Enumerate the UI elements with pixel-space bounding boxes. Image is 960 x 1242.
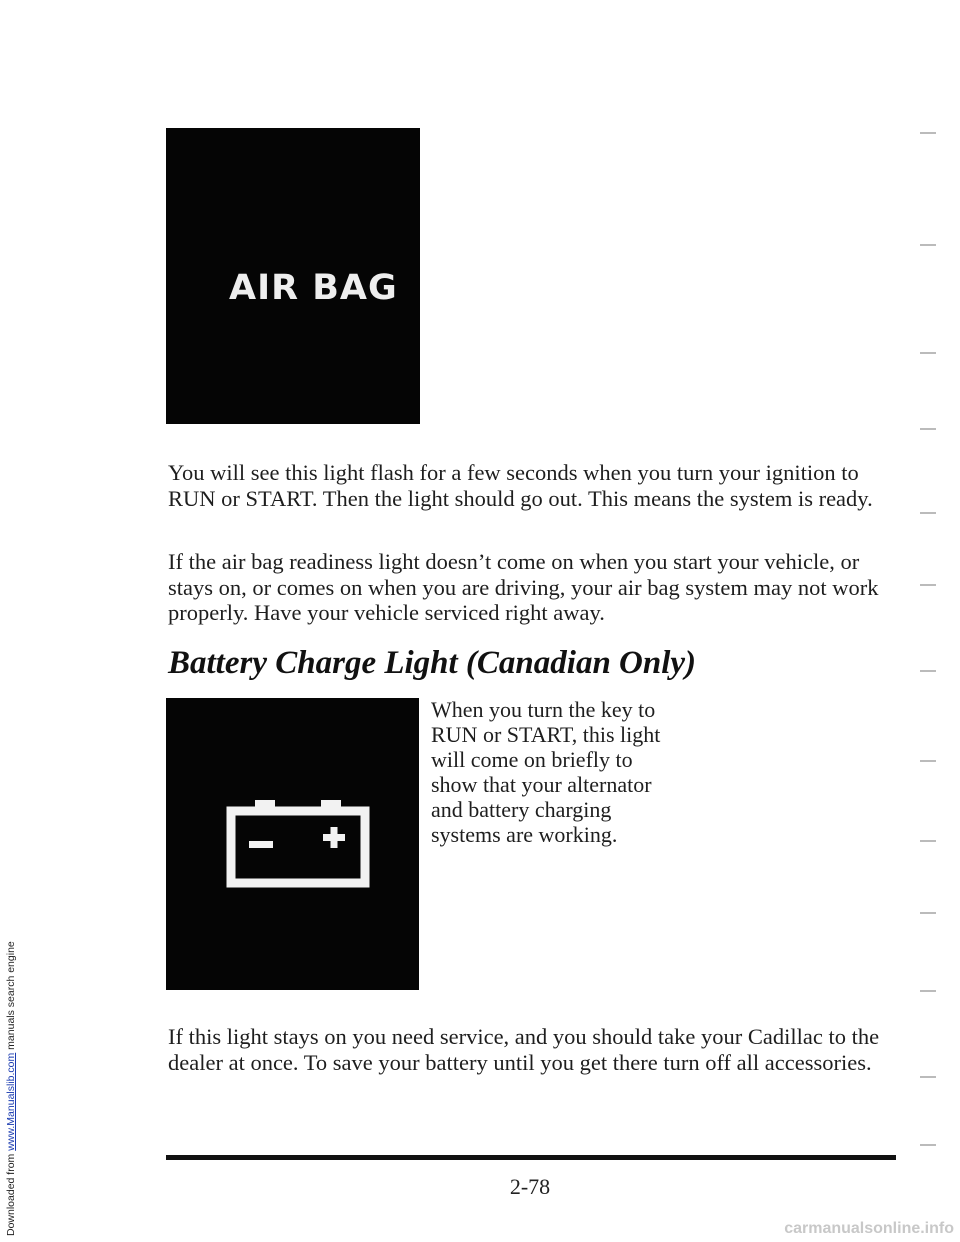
battery-charge-light [166, 698, 419, 990]
edge-tab-mark [920, 912, 936, 914]
edge-tab-mark [920, 352, 936, 354]
manualslib-link[interactable]: www.Manualslib.com [5, 1052, 17, 1151]
airbag-warning-light [166, 128, 420, 424]
banner-suffix: manuals search engine [5, 941, 17, 1053]
battery-section-heading: Battery Charge Light (Canadian Only) [168, 645, 697, 681]
airbag-flash-paragraph: You will see this light flash for a few seconds when you turn your ignition to RUN or START. Then the light should go out. This means the system is ready. [168, 460, 873, 511]
edge-tab-mark [920, 840, 936, 842]
edge-tab-mark [920, 670, 936, 672]
edge-tab-mark [920, 760, 936, 762]
footer-rule [166, 1155, 896, 1160]
edge-tab-mark [920, 990, 936, 992]
edge-tab-mark [920, 428, 936, 430]
battery-stays-on-paragraph: If this light stays on you need service, and you should take your Cadillac to the dealer at once. To save your battery until you get there turn off all accessories. [168, 1024, 880, 1075]
battery-icon [225, 794, 371, 890]
banner-prefix: Downloaded from [5, 1150, 17, 1236]
download-banner [0, 0, 20, 1242]
watermark: carmanualsonline.info [784, 1220, 954, 1237]
edge-tab-mark [920, 1076, 936, 1078]
battery-on-paragraph: When you turn the key to RUN or START, this light will come on briefly to show that your alternator and battery charging systems are working. [431, 697, 661, 847]
edge-tab-mark [920, 1144, 936, 1146]
airbag-light-label: AIR BAG [229, 268, 398, 308]
page-number: 2-78 [509, 1174, 551, 1199]
edge-tab-mark [920, 244, 936, 246]
edge-tab-mark [920, 132, 936, 134]
edge-tab-mark [920, 512, 936, 514]
airbag-problem-paragraph: If the air bag readiness light doesn’t come on when you start your vehicle, or stays on, or comes on when you are driving, your air bag system may not work properly. Have your vehicle serviced right away. [168, 549, 879, 625]
edge-tab-mark [920, 584, 936, 586]
